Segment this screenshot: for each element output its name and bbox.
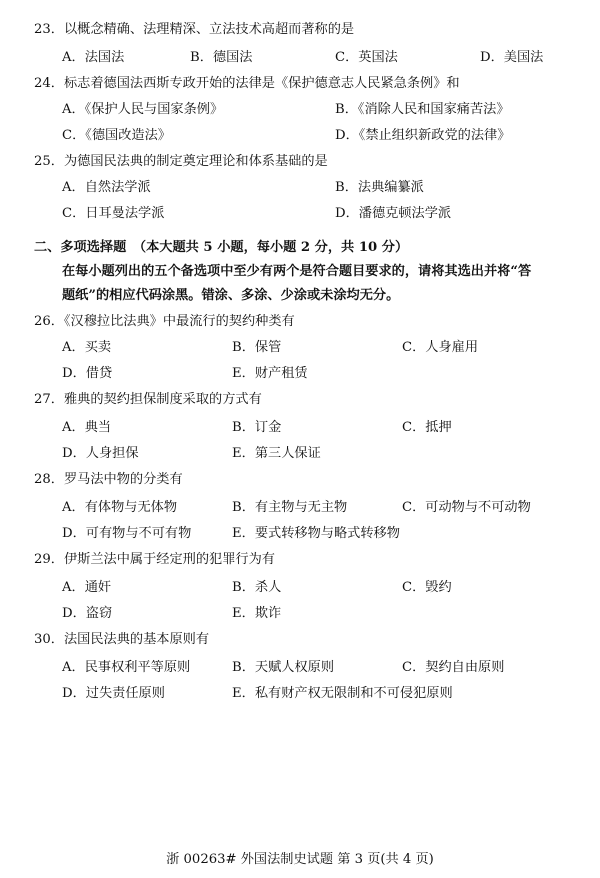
q27-option-d: D．人身担保 — [62, 446, 139, 461]
q26-option-e: E．财产租赁 — [232, 366, 308, 381]
q30-option-b: B．天赋人权原则 — [232, 660, 335, 675]
q28-option-a: A．有体物与无体物 — [62, 500, 178, 515]
section-2-title: 二、多项选择题 （本大题共 5 小题，每小题 2 分，共 10 分） — [34, 240, 409, 255]
q26-option-c: C．人身雇用 — [402, 340, 479, 355]
q25-option-d: D．潘德克顿法学派 — [335, 206, 452, 221]
question-26-stem: 26．《汉穆拉比法典》中最流行的契约种类有 — [34, 314, 295, 329]
q27-option-a: A．典当 — [62, 420, 112, 435]
q23-option-a: A．法国法 — [62, 50, 125, 65]
q23-option-d: D．美国法 — [480, 50, 544, 65]
question-30-stem: 30．法国民法典的基本原则有 — [34, 632, 210, 647]
question-24-stem: 24．标志着德国法西斯专政开始的法律是《保护德意志人民紧急条例》和 — [34, 76, 460, 91]
q30-option-d: D．过失责任原则 — [62, 686, 165, 701]
q27-option-e: E．第三人保证 — [232, 446, 321, 461]
question-25-stem: 25．为德国民法典的制定奠定理论和体系基础的是 — [34, 154, 328, 169]
q29-option-a: A．通奸 — [62, 580, 112, 595]
q27-option-c: C．抵押 — [402, 420, 452, 435]
q25-option-a: A．自然法学派 — [62, 180, 151, 195]
q28-option-b: B．有主物与无主物 — [232, 500, 348, 515]
q24-option-a: A．《保护人民与国家条例》 — [62, 102, 224, 117]
section-2-instruction-line1: 在每小题列出的五个备选项中至少有两个是符合题目要求的，请将其选出并将“答 — [62, 264, 532, 279]
section-2-instruction-line2: 题纸”的相应代码涂黑。错涂、多涂、少涂或未涂均无分。 — [62, 288, 400, 303]
q30-option-c: C．契约自由原则 — [402, 660, 505, 675]
q25-option-b: B．法典编纂派 — [335, 180, 424, 195]
q24-option-c: C．《德国改造法》 — [62, 128, 171, 143]
question-28-stem: 28．罗马法中物的分类有 — [34, 472, 183, 487]
q30-option-a: A．民事权利平等原则 — [62, 660, 191, 675]
q25-option-c: C．日耳曼法学派 — [62, 206, 165, 221]
q23-option-c: C．英国法 — [335, 50, 398, 65]
q24-option-d: D．《禁止组织新政党的法律》 — [335, 128, 511, 143]
q29-option-e: E．欺诈 — [232, 606, 282, 621]
q23-option-b: B．德国法 — [190, 50, 253, 65]
question-23-stem: 23．以概念精确、法理精深、立法技术高超而著称的是 — [34, 22, 355, 37]
q29-option-c: C．毁约 — [402, 580, 452, 595]
page-footer: 浙 00263# 外国法制史试题 第 3 页(共 4 页) — [166, 852, 434, 867]
question-29-stem: 29．伊斯兰法中属于经定刑的犯罪行为有 — [34, 552, 275, 567]
q26-option-b: B．保管 — [232, 340, 282, 355]
q28-option-c: C．可动物与不可动物 — [402, 500, 531, 515]
q29-option-b: B．杀人 — [232, 580, 282, 595]
q26-option-a: A．买卖 — [62, 340, 112, 355]
q24-option-b: B．《消除人民和国家痛苦法》 — [335, 102, 510, 117]
q26-option-d: D．借贷 — [62, 366, 113, 381]
q28-option-e: E．要式转移物与略式转移物 — [232, 526, 400, 541]
q27-option-b: B．订金 — [232, 420, 282, 435]
q29-option-d: D．盗窃 — [62, 606, 113, 621]
question-27-stem: 27．雅典的契约担保制度采取的方式有 — [34, 392, 262, 407]
q30-option-e: E．私有财产权无限制和不可侵犯原则 — [232, 686, 453, 701]
q28-option-d: D．可有物与不可有物 — [62, 526, 192, 541]
